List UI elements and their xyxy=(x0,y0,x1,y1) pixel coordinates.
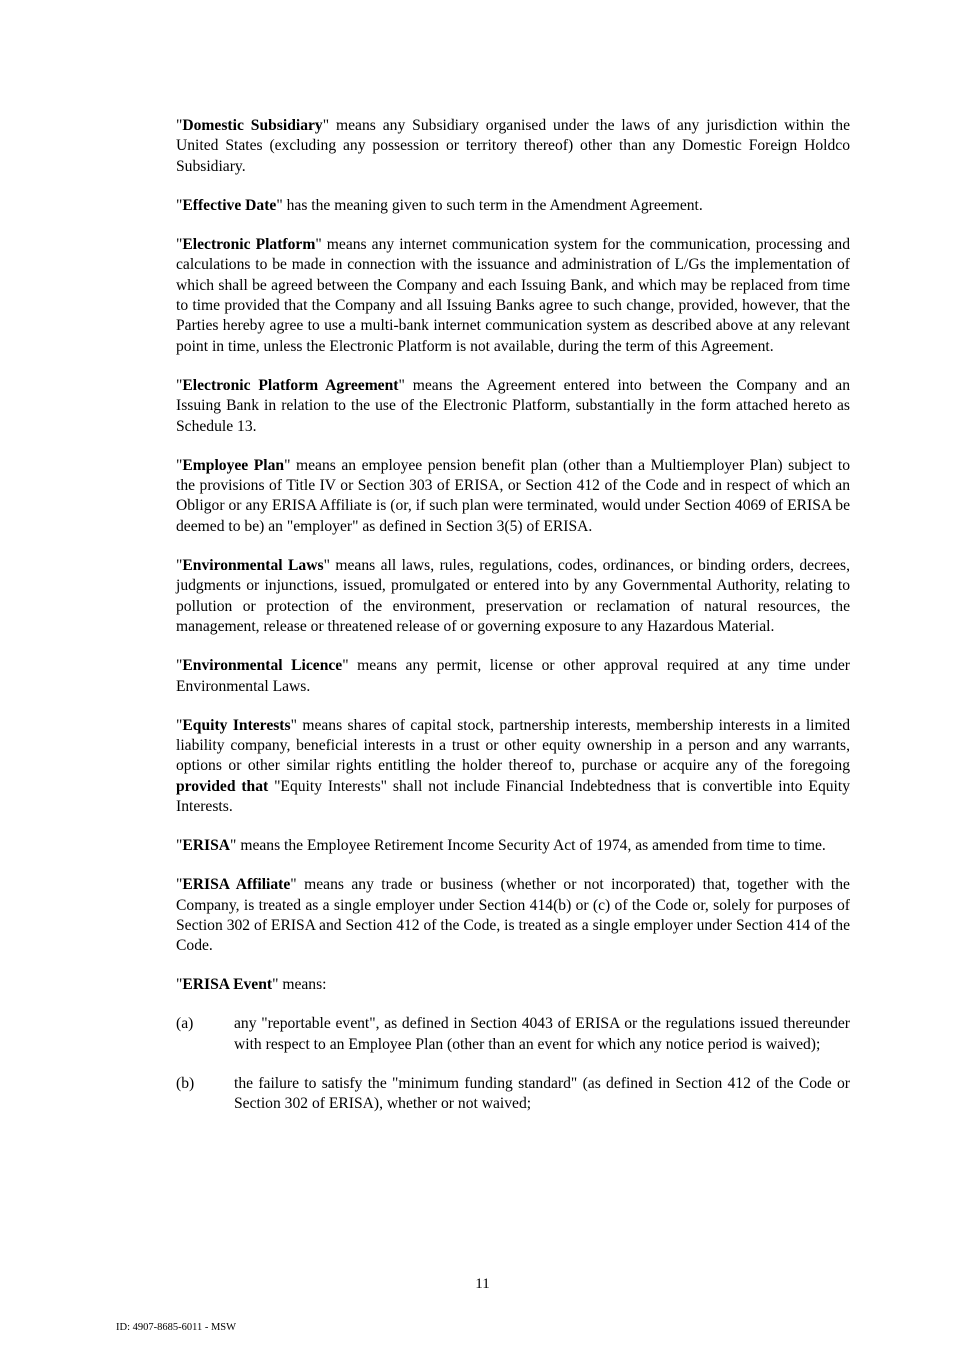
definition-text: has the meaning given to such term in the Amendment Agreement. xyxy=(282,196,703,214)
definition-text: means any permit, license or other approval required at any time under Environmental Laws. xyxy=(176,657,850,695)
definition-electronic-platform-agreement: "Electronic Platform Agreement" means the Agreement entered into between the Company and an Issuing Bank in relation to the use of the Electronic Platform, substantially in the form attached hereto as Schedule 13. xyxy=(176,376,850,435)
defined-term: Environmental Laws xyxy=(182,556,324,574)
definition-text: means an employee pension benefit plan (other than a Multiemployer Plan) subject to the provisions of Title IV or Section 303 of ERISA, or Section 412 of the Code and in respect of which an Obligor or any ERISA Affiliate is (or, if such plan were terminated, would under Section 4069 of ERISA be deemed to be) an "employer" as defined in Section 3(5) of ERISA. xyxy=(176,456,850,535)
page-number: 11 xyxy=(475,1276,490,1292)
defined-term: Electronic Platform Agreement xyxy=(182,376,399,394)
definition-equity-interests: "Equity Interests" means shares of capital stock, partnership interests, membership interests in a limited liability company, beneficial interests in a trust or other equity ownership in a person and any warrants, options or other similar rights entitling the holder thereof to, purchase or acquire any of the foregoing provided that "Equity Interests" shall not include Financial Indebtedness that is convertible into Equity Interests. xyxy=(176,716,850,816)
list-item xyxy=(176,1014,850,1055)
defined-term: ERISA Event xyxy=(182,976,273,994)
defined-term: Employee Plan xyxy=(182,456,285,474)
definition-environmental-licence: "Environmental Licence" means any permit, license or other approval required at any time under Environmental Laws. xyxy=(176,657,850,695)
definition-text: means any internet communication system for the communication, processing and calculations to be made in connection with the issuance and administration of L/Gs the implementation of which shall be agreed between the Company and each Issuing Bank, and which may be replaced from time to time provided that the Company and all Issuing Banks agree to such change, provided, however, that the Parties hereby agree to use a multi-bank internet communication system as described above at any relevant point in time, unless the Electronic Platform is not available, during the term of this Agreement. xyxy=(176,235,850,355)
proviso-phrase: provided that xyxy=(176,777,269,795)
defined-term: ERISA Affiliate xyxy=(182,876,291,894)
defined-term: Equity Interests xyxy=(182,716,291,734)
list-item-label: (b) xyxy=(176,1074,195,1092)
list-item-text: any "reportable event", as defined in Section 4043 of ERISA or the regulations issued thereunder with respect to an Employee Plan (other than an event for which any notice period is waived); xyxy=(234,1015,850,1053)
definition-text: means the Employee Retirement Income Security Act of 1974, as amended from time to time. xyxy=(236,837,826,855)
definition-text: means any trade or business (whether or not incorporated) that, together with the Company, is treated as a single employer under Section 414(b) or (c) of the Code or, solely for purposes of Section 302 of ERISA and Section 412 of the Code, is treated as a single employer under Section 414 of the Code. xyxy=(176,876,850,955)
definition-text: means any Subsidiary organised under the laws of any jurisdiction within the United States (excluding any possession or territory thereof) other than any Domestic Foreign Holdco Subsidiary. xyxy=(176,117,850,175)
document-id: ID: 4907-8685-6011 - MSW xyxy=(116,1322,237,1333)
definition-electronic-platform: "Electronic Platform" means any internet communication system for the communication, processing and calculations to be made in connection with the issuance and administration of L/Gs the implementation of which shall be agreed between the Company and each Issuing Bank, and which may be replaced from time to time provided that the Company and all Issuing Banks agree to such change, provided, however, that the Parties hereby agree to use a multi-bank internet communication system as described above at any relevant point in time, unless the Electronic Platform is not available, during the term of this Agreement. xyxy=(176,235,850,355)
definition-domestic-subsidiary: "Domestic Subsidiary" means any Subsidiary organised under the laws of any jurisdiction within the United States (excluding any possession or territory thereof) other than any Domestic Foreign Holdco Subsidiary. xyxy=(176,117,850,175)
definition-erisa-event: "ERISA Event" means: xyxy=(176,976,327,994)
list-item-label: (a) xyxy=(176,1015,194,1033)
defined-term: Environmental Licence xyxy=(182,657,343,675)
definition-text: means: xyxy=(278,976,327,994)
defined-term: Effective Date xyxy=(182,196,277,214)
definition-text: means the Agreement entered into between the Company and an Issuing Bank in relation to the use of the Electronic Platform, substantially in the form attached hereto as Schedule 13. xyxy=(176,376,850,435)
list-item xyxy=(176,1074,850,1115)
defined-term: ERISA xyxy=(182,837,231,855)
definition-text: means shares of capital stock, partnership interests, membership interests in a limited liability company, beneficial interests in a trust or other equity ownership in a person and any warrants, options or other similar rights entitling the holder thereof to, purchase or acquire any of the foregoing xyxy=(176,716,850,775)
definition-erisa-affiliate: "ERISA Affiliate" means any trade or business (whether or not incorporated) that, together with the Company, is treated as a single employer under Section 414(b) or (c) of the Code or, solely for purposes of Section 302 of ERISA and Section 412 of the Code, is treated as a single employer under Section 414 of the Code. xyxy=(176,876,850,955)
defined-term: Electronic Platform xyxy=(182,235,316,253)
definition-effective-date: "Effective Date" has the meaning given to such term in the Amendment Agreement. xyxy=(176,196,703,214)
definition-text: means all laws, rules, regulations, codes, ordinances, or binding orders, decrees, judgments or injunctions, issued, promulgated or entered into by any Governmental Authority, relating to pollution or protection of the environment, preservation or reclamation of natural resources, the management, release or threatened release of or governing exposure to any Hazardous Material. xyxy=(176,556,850,636)
list-item-text: the failure to satisfy the "minimum funding standard" (as defined in Section 412 of the Code or Section 302 of ERISA), whether or not waived; xyxy=(234,1074,850,1113)
definition-erisa: "ERISA" means the Employee Retirement Income Security Act of 1974, as amended from time to time. xyxy=(176,837,826,855)
document-body xyxy=(176,116,850,1133)
definition-employee-plan: "Employee Plan" means an employee pension benefit plan (other than a Multiemployer Plan) subject to the provisions of Title IV or Section 303 of ERISA, or Section 412 of the Code and in respect of which an Obligor or any ERISA Affiliate is (or, if such plan were terminated, would under Section 4069 of ERISA be deemed to be) an "employer" as defined in Section 3(5) of ERISA. xyxy=(176,456,850,535)
definition-environmental-laws: "Environmental Laws" means all laws, rules, regulations, codes, ordinances, or binding orders, decrees, judgments or injunctions, issued, promulgated or entered into by any Governmental Authority, relating to pollution or protection of the environment, preservation or reclamation of natural resources, the management, release or threatened release of or governing exposure to any Hazardous Material. xyxy=(176,556,850,636)
defined-term: Domestic Subsidiary xyxy=(182,117,323,134)
definition-text-continued: "Equity Interests" shall not include Financial Indebtedness that is convertible into Equity Interests. xyxy=(176,777,850,816)
